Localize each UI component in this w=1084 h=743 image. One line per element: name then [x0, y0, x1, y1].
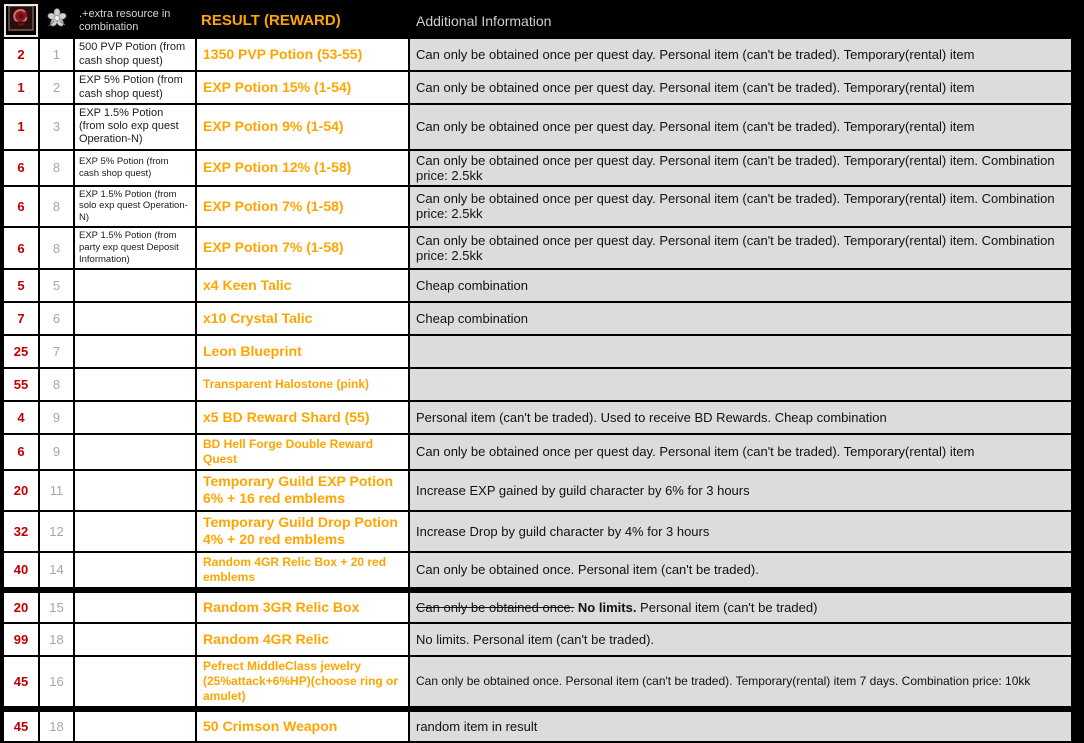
extra-resource-cell	[74, 269, 196, 302]
table-row	[3, 186, 1072, 228]
result-cell: x5 BD Reward Shard (55)	[196, 401, 409, 434]
silver-count-cell: 2	[39, 71, 74, 104]
table-row	[3, 590, 1072, 623]
crimson-count-cell: 6	[3, 434, 39, 470]
extra-resource-cell: EXP 5% Potion (from cash shop quest)	[74, 71, 196, 104]
crimson-count-cell: 5	[3, 269, 39, 302]
result-cell: EXP Potion 9% (1-54)	[196, 104, 409, 150]
table-row	[3, 335, 1072, 368]
result-cell: Random 4GR Relic Box + 20 red emblems	[196, 552, 409, 590]
additional-info-cell	[409, 368, 1072, 401]
extra-resource-cell	[74, 656, 196, 709]
crimson-count-cell: 55	[3, 368, 39, 401]
table-row	[3, 269, 1072, 302]
result-cell: Temporary Guild Drop Potion 4% + 20 red emblems	[196, 511, 409, 552]
reward-combination-table	[2, 2, 1073, 743]
table-row	[3, 552, 1072, 590]
crimson-count-cell: 6	[3, 227, 39, 269]
table-row	[3, 470, 1072, 511]
silver-flower-icon	[45, 17, 69, 34]
crimson-flower-icon	[8, 18, 34, 35]
additional-info-cell: Can only be obtained once per quest day. Personal item (can't be traded). Temporary(rental) item. Combination price: 2.5kk	[409, 150, 1072, 186]
extra-resource-cell	[74, 590, 196, 623]
silver-count-cell: 6	[39, 302, 74, 335]
silver-resource-header	[39, 3, 74, 38]
additional-info-cell: Can only be obtained once. Personal item (can't be traded). Temporary(rental) item 7 days. Combination price: 10kk	[409, 656, 1072, 709]
extra-resource-header: .+extra resource in combination	[74, 3, 196, 38]
extra-resource-cell: EXP 1.5% Potion (from solo exp quest Operation-N)	[74, 186, 196, 228]
result-cell: Random 3GR Relic Box	[196, 590, 409, 623]
silver-count-cell: 16	[39, 656, 74, 709]
silver-count-cell: 3	[39, 104, 74, 150]
extra-resource-cell	[74, 434, 196, 470]
result-cell: x10 Crystal Talic	[196, 302, 409, 335]
additional-info-cell	[409, 335, 1072, 368]
silver-count-cell: 9	[39, 401, 74, 434]
result-cell: EXP Potion 15% (1-54)	[196, 71, 409, 104]
extra-resource-cell	[74, 335, 196, 368]
additional-info-cell: Can only be obtained once per quest day. Personal item (can't be traded). Temporary(rental) item	[409, 104, 1072, 150]
crimson-count-cell: 6	[3, 150, 39, 186]
silver-count-cell: 8	[39, 150, 74, 186]
additional-info-cell: Can only be obtained once per quest day. Personal item (can't be traded). Temporary(rental) item. Combination price: 2.5kk	[409, 227, 1072, 269]
table-row	[3, 623, 1072, 656]
silver-count-cell: 1	[39, 38, 74, 71]
crimson-resource-header	[3, 3, 39, 38]
silver-count-cell: 14	[39, 552, 74, 590]
result-cell: Pefrect MiddleClass jewelry (25%attack+6%HP)(choose ring or amulet)	[196, 656, 409, 709]
table-body	[3, 38, 1072, 742]
extra-resource-cell	[74, 401, 196, 434]
extra-resource-cell	[74, 302, 196, 335]
table-row	[3, 656, 1072, 709]
additional-info-cell: Cheap combination	[409, 302, 1072, 335]
crimson-count-cell: 32	[3, 511, 39, 552]
additional-info-cell: Personal item (can't be traded). Used to receive BD Rewards. Cheap combination	[409, 401, 1072, 434]
crimson-count-cell: 1	[3, 104, 39, 150]
extra-resource-cell	[74, 623, 196, 656]
result-cell: BD Hell Forge Double Reward Quest	[196, 434, 409, 470]
additional-info-header: Additional Information	[409, 3, 1072, 38]
silver-count-cell: 15	[39, 590, 74, 623]
extra-resource-cell: EXP 1.5% Potion (from solo exp quest Operation-N)	[74, 104, 196, 150]
table-row	[3, 434, 1072, 470]
additional-info-cell: Can only be obtained once per quest day. Personal item (can't be traded). Temporary(rental) item	[409, 38, 1072, 71]
silver-count-cell: 11	[39, 470, 74, 511]
table-row	[3, 227, 1072, 269]
table-row	[3, 104, 1072, 150]
crimson-count-cell: 2	[3, 38, 39, 71]
crimson-count-cell: 45	[3, 656, 39, 709]
silver-count-cell: 12	[39, 511, 74, 552]
crimson-count-cell: 6	[3, 186, 39, 228]
result-cell: Random 4GR Relic	[196, 623, 409, 656]
extra-resource-cell	[74, 709, 196, 742]
crimson-count-cell: 25	[3, 335, 39, 368]
result-cell: 50 Crimson Weapon	[196, 709, 409, 742]
table-row	[3, 401, 1072, 434]
table-row	[3, 511, 1072, 552]
result-header: RESULT (REWARD)	[196, 3, 409, 38]
result-cell: EXP Potion 12% (1-58)	[196, 150, 409, 186]
extra-resource-cell	[74, 511, 196, 552]
silver-count-cell: 18	[39, 709, 74, 742]
extra-resource-cell	[74, 470, 196, 511]
result-cell: EXP Potion 7% (1-58)	[196, 227, 409, 269]
result-cell: Temporary Guild EXP Potion 6% + 16 red emblems	[196, 470, 409, 511]
silver-count-cell: 9	[39, 434, 74, 470]
additional-info-cell: Cheap combination	[409, 269, 1072, 302]
table-row	[3, 38, 1072, 71]
crimson-count-cell: 99	[3, 623, 39, 656]
silver-count-cell: 5	[39, 269, 74, 302]
crimson-count-cell: 7	[3, 302, 39, 335]
additional-info-cell: Increase Drop by guild character by 4% for 3 hours	[409, 511, 1072, 552]
silver-count-cell: 18	[39, 623, 74, 656]
extra-resource-cell	[74, 368, 196, 401]
result-cell: Leon Blueprint	[196, 335, 409, 368]
table-row	[3, 150, 1072, 186]
result-cell: EXP Potion 7% (1-58)	[196, 186, 409, 228]
additional-info-cell: Can only be obtained once per quest day. Personal item (can't be traded). Temporary(rental) item. Combination price: 2.5kk	[409, 186, 1072, 228]
crimson-count-cell: 45	[3, 709, 39, 742]
additional-info-cell: Can only be obtained once. Personal item (can't be traded).	[409, 552, 1072, 590]
additional-info-cell: Can only be obtained once per quest day. Personal item (can't be traded). Temporary(rental) item	[409, 434, 1072, 470]
silver-count-cell: 8	[39, 186, 74, 228]
additional-info-cell: random item in result	[409, 709, 1072, 742]
crimson-count-cell: 1	[3, 71, 39, 104]
table-row	[3, 368, 1072, 401]
additional-info-cell: No limits. Personal item (can't be traded).	[409, 623, 1072, 656]
extra-resource-cell: EXP 1.5% Potion (from party exp quest Deposit Information)	[74, 227, 196, 269]
extra-resource-cell	[74, 552, 196, 590]
extra-resource-cell: 500 PVP Potion (from cash shop quest)	[74, 38, 196, 71]
crimson-count-cell: 40	[3, 552, 39, 590]
result-cell: 1350 PVP Potion (53-55)	[196, 38, 409, 71]
header-row	[3, 3, 1072, 38]
silver-count-cell: 8	[39, 368, 74, 401]
result-cell: x4 Keen Talic	[196, 269, 409, 302]
crimson-count-cell: 20	[3, 590, 39, 623]
crimson-count-cell: 20	[3, 470, 39, 511]
silver-count-cell: 8	[39, 227, 74, 269]
crimson-count-cell: 4	[3, 401, 39, 434]
table-row	[3, 709, 1072, 742]
extra-resource-cell: EXP 5% Potion (from cash shop quest)	[74, 150, 196, 186]
result-cell: Transparent Halostone (pink)	[196, 368, 409, 401]
additional-info-cell: Can only be obtained once. No limits. Personal item (can't be traded)	[409, 590, 1072, 623]
additional-info-cell: Increase EXP gained by guild character by 6% for 3 hours	[409, 470, 1072, 511]
table-row	[3, 302, 1072, 335]
additional-info-cell: Can only be obtained once per quest day. Personal item (can't be traded). Temporary(rental) item	[409, 71, 1072, 104]
table-row	[3, 71, 1072, 104]
silver-count-cell: 7	[39, 335, 74, 368]
